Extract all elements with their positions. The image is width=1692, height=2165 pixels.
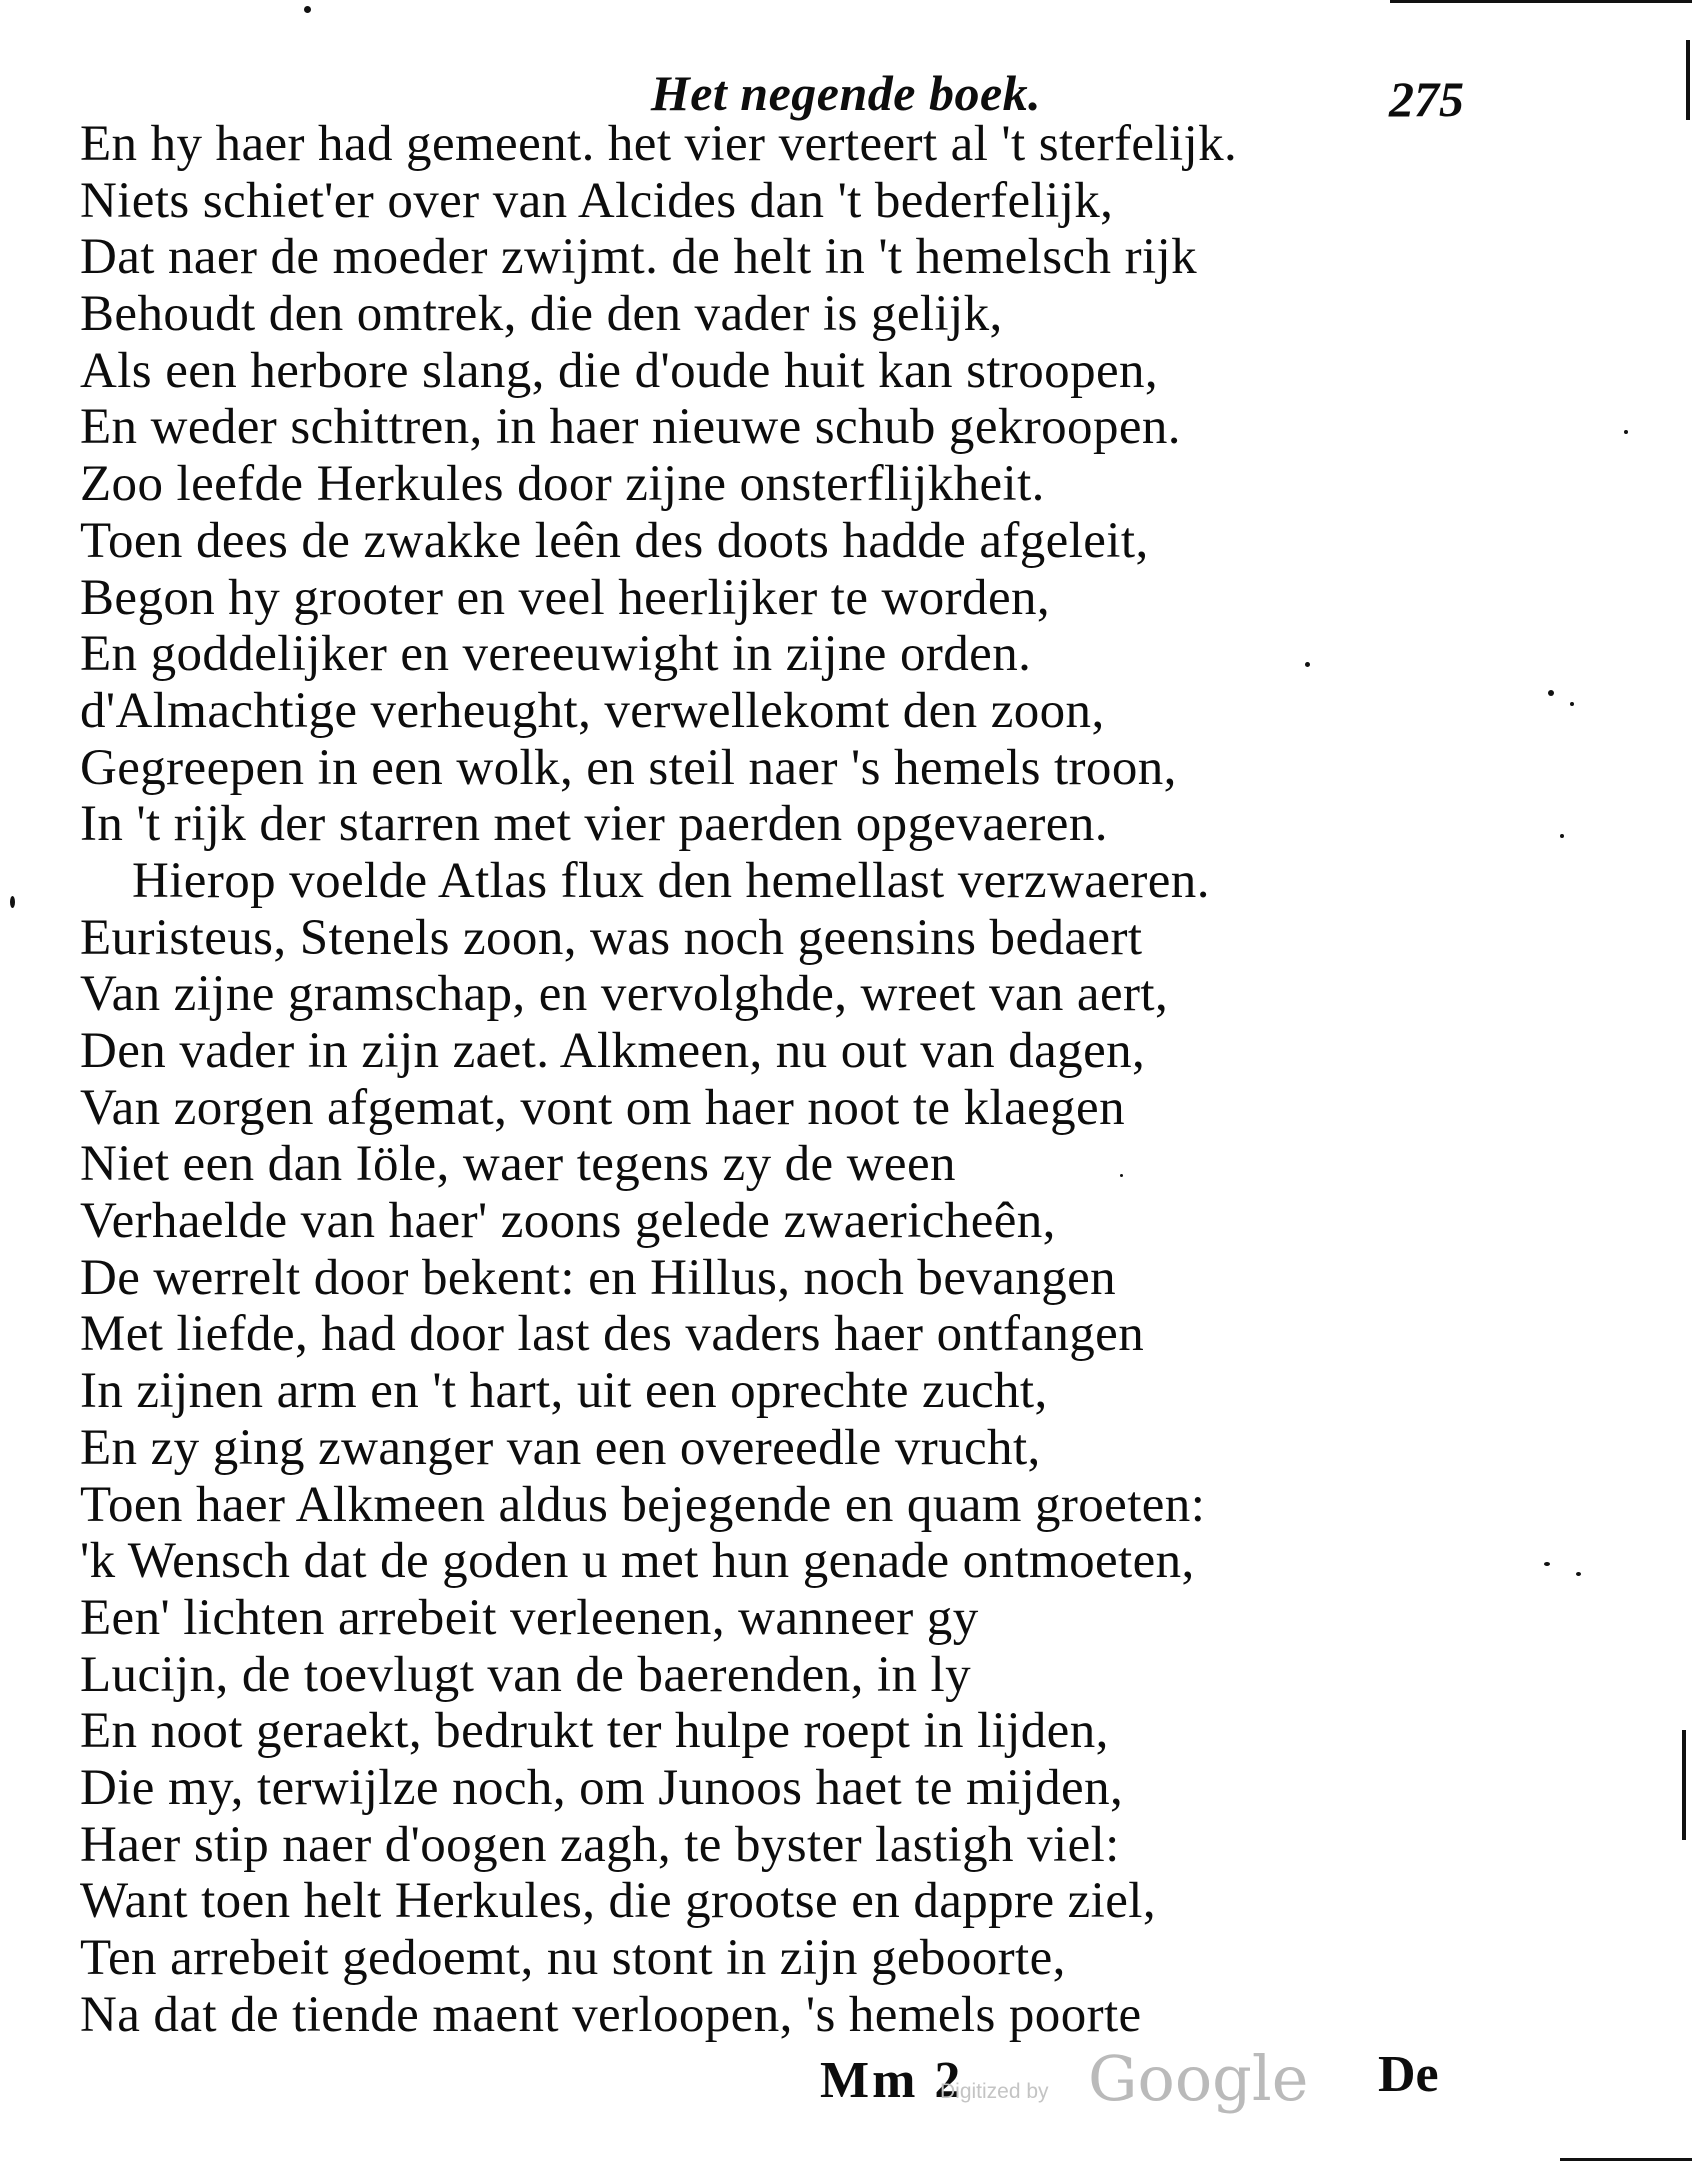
- margin-speck: [1624, 430, 1628, 434]
- verse-line: In 't rijk der starren met vier paerden opgevaeren.: [80, 796, 1108, 853]
- margin-speck: [1548, 690, 1554, 696]
- verse-line: Als een herbore slang, die d'oude huit kan stroopen,: [80, 342, 1159, 399]
- margin-speck: [1560, 834, 1564, 838]
- margin-speck: [10, 896, 15, 908]
- page-footer: [0, 2040, 1692, 2120]
- verse-block: [80, 116, 1580, 2043]
- verse-line: Want toen helt Herkules, die grootse en dappre ziel,: [80, 1873, 1156, 1930]
- margin-speck: [1305, 662, 1310, 667]
- verse-line: Ten arrebeit gedoemt, nu stont in zijn geboorte,: [80, 1930, 1066, 1986]
- verse-line: En weder schittren, in haer nieuwe schub gekroopen.: [80, 399, 1181, 456]
- verse-line: En zy ging zwanger van een overeedle vrucht,: [80, 1419, 1041, 1476]
- verse-line: Toen dees de zwakke leên des doots hadde afgeleit,: [80, 512, 1149, 569]
- watermark-prefix: Digitized by: [940, 2080, 1049, 2103]
- verse-line: Van zorgen afgemat, vont om haer noot te klaegen: [80, 1079, 1125, 1136]
- top-speck: [304, 6, 311, 13]
- verse-line: Lucijn, de toevlugt van de baerenden, in ly: [80, 1646, 971, 1703]
- verse-line: Dat naer de moeder zwijmt. de helt in 't hemelsch rijk: [80, 229, 1198, 286]
- verse-line: d'Almachtige verheught, verwellekomt den zoon,: [80, 682, 1105, 739]
- verse-line: En hy haer had gemeent. het vier verteert al 't sterfelijk.: [80, 116, 1238, 172]
- verse-line: Die my, terwijlze noch, om Junoos haet te mijden,: [80, 1759, 1124, 1816]
- verse-line: Euristeus, Stenels zoon, was noch geensins bedaert: [80, 909, 1143, 966]
- verse-line: Behoudt den omtrek, die den vader is gelijk,: [80, 286, 1003, 343]
- verse-line: Met liefde, had door last des vaders haer ontfangen: [80, 1306, 1145, 1363]
- right-edge-fragment: [1682, 1730, 1686, 1840]
- verse-line: Een' lichten arrebeit verleenen, wanneer gy: [80, 1589, 979, 1646]
- running-title: Het negende boek.: [650, 65, 1042, 121]
- verse-line: En noot geraekt, bedrukt ter hulpe roept in lijden,: [80, 1703, 1109, 1760]
- verse-line: 'k Wensch dat de goden u met hun genade ontmoeten,: [80, 1533, 1195, 1590]
- verse-line: Begon hy grooter en veel heerlijker te worden,: [80, 569, 1051, 626]
- verse-line: Zoo leefde Herkules door zijne onsterflijkheit.: [80, 456, 1045, 513]
- verse-line: Gegreepen in een wolk, en steil naer 's hemels troon,: [80, 739, 1177, 796]
- verse-line: Haer stip naer d'oogen zagh, te byster lastigh viel:: [80, 1816, 1120, 1873]
- verse-line-indented: Hierop voelde Atlas flux den hemellast verzwaeren.: [132, 852, 1210, 909]
- margin-speck: [1120, 1174, 1123, 1177]
- verse-line: Toen haer Alkmeen aldus bejegende en quam groeten:: [80, 1476, 1206, 1533]
- verse-line: Van zijne gramschap, en vervolghde, wreet van aert,: [80, 966, 1169, 1023]
- verse-line: Niets schiet'er over van Alcides dan 't bederfelijk,: [80, 172, 1114, 229]
- bottom-edge-fragment: [1560, 2158, 1692, 2161]
- verse-line: Verhaelde van haer' zoons gelede zwaericheên,: [80, 1193, 1056, 1250]
- verse-line: Den vader in zijn zaet. Alkmeen, nu out van dagen,: [80, 1023, 1146, 1079]
- signature-mark: Mm 2: [820, 2052, 964, 2109]
- verse-line: De werrelt door bekent: en Hillus, noch bevangen: [80, 1249, 1117, 1306]
- top-edge-fragment: [1390, 0, 1692, 3]
- catchword: De: [1378, 2046, 1439, 2103]
- margin-speck: [1570, 702, 1574, 706]
- page-number: 275: [1389, 71, 1464, 127]
- verse-line: In zijnen arm en 't hart, uit een oprechte zucht,: [80, 1363, 1048, 1420]
- verse-line: Na dat de tiende maent verloopen, 's hemels poorte: [80, 1986, 1142, 2043]
- watermark-brand: Google: [1088, 2042, 1309, 2115]
- margin-speck: [1576, 1572, 1581, 1576]
- margin-speck: [1544, 1562, 1550, 1566]
- verse-line: En goddelijker en vereeuwight in zijne orden.: [80, 626, 1032, 683]
- verse-line: Niet een dan Iöle, waer tegens zy de ween: [80, 1136, 956, 1193]
